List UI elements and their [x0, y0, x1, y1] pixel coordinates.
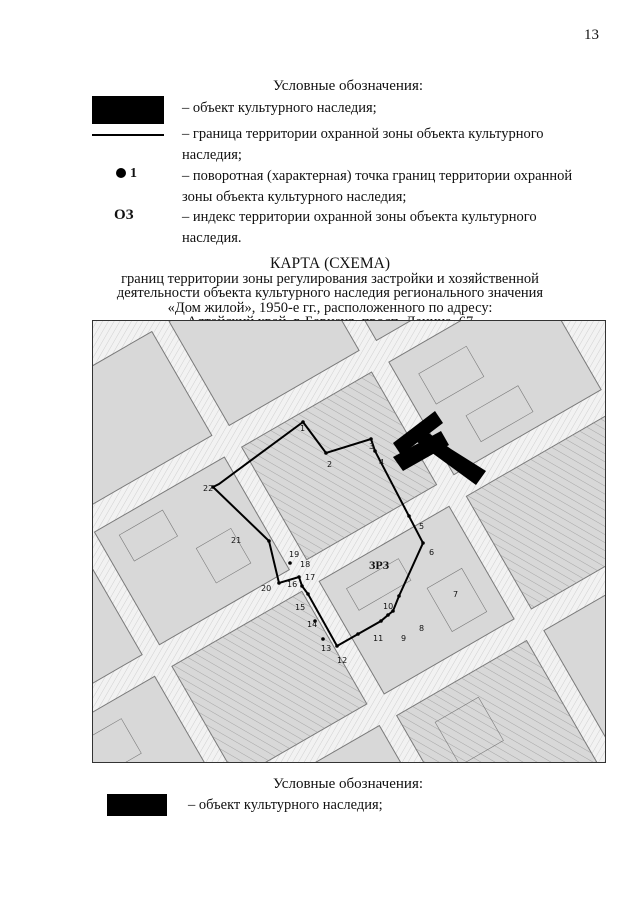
svg-text:5: 5 [419, 522, 425, 531]
zone-index-label: ЗРЗ [369, 558, 390, 572]
svg-text:18: 18 [300, 560, 311, 569]
svg-text:12: 12 [337, 656, 348, 665]
svg-text:8: 8 [419, 624, 425, 633]
legend-title: Условные обозначения: [272, 78, 424, 94]
svg-text:14: 14 [307, 620, 318, 629]
street-grid [93, 321, 605, 762]
map-subtitle-1: границ территории зоны регулирования застройки и хозяйственной [121, 270, 539, 287]
legend-item-boundary: – граница территории охранной зоны объекта культурного наследия; [182, 126, 544, 163]
svg-text:21: 21 [231, 536, 242, 545]
svg-text:7: 7 [453, 590, 459, 599]
svg-text:6: 6 [429, 548, 435, 557]
svg-text:19: 19 [289, 550, 300, 559]
map-canvas [93, 321, 605, 762]
map-title: КАРТА (СХЕМА) [269, 255, 390, 272]
svg-text:15: 15 [295, 603, 306, 612]
heritage-object-symbol [92, 96, 164, 124]
svg-text:3: 3 [369, 442, 375, 451]
map-scheme [92, 320, 606, 763]
svg-text:9: 9 [401, 634, 407, 643]
svg-text:16: 16 [287, 580, 298, 589]
legend-item-zone-index: – индекс территории охранной зоны объекта культурного наследия. [182, 209, 537, 246]
svg-text:13: 13 [321, 644, 332, 653]
svg-text:22: 22 [203, 484, 214, 493]
svg-text:20: 20 [261, 584, 272, 593]
turning-point-symbol: 1 [116, 166, 137, 182]
heritage-object-symbol-2 [107, 794, 167, 816]
legend-item-turning-point: – поворотная (характерная) точка границ территории охранной зоны объекта культурного наследия; [182, 168, 573, 205]
zone-index-symbol: ОЗ [114, 207, 134, 223]
legend-title-2: Условные обозначения: [272, 776, 424, 792]
map-subtitle-2: деятельности объекта культурного наследия регионального значения [116, 285, 544, 301]
legend-item-heritage-object: – объект культурного наследия; [182, 100, 377, 116]
zone-boundary-line-symbol [92, 134, 164, 136]
map-title-block [100, 257, 560, 330]
svg-text:4: 4 [379, 458, 385, 467]
legend2-item-heritage-object: – объект культурного наследия; [188, 797, 383, 813]
svg-text:1: 1 [300, 424, 306, 433]
svg-text:2: 2 [327, 460, 333, 469]
svg-text:10: 10 [383, 602, 394, 611]
svg-text:17: 17 [305, 573, 316, 582]
svg-text:11: 11 [373, 634, 384, 643]
map-subtitle-3: «Дом жилой», 1950-е гг., расположенного по адресу: [167, 299, 493, 316]
point-dot-icon [116, 168, 126, 178]
page-number: 13 [584, 27, 599, 43]
